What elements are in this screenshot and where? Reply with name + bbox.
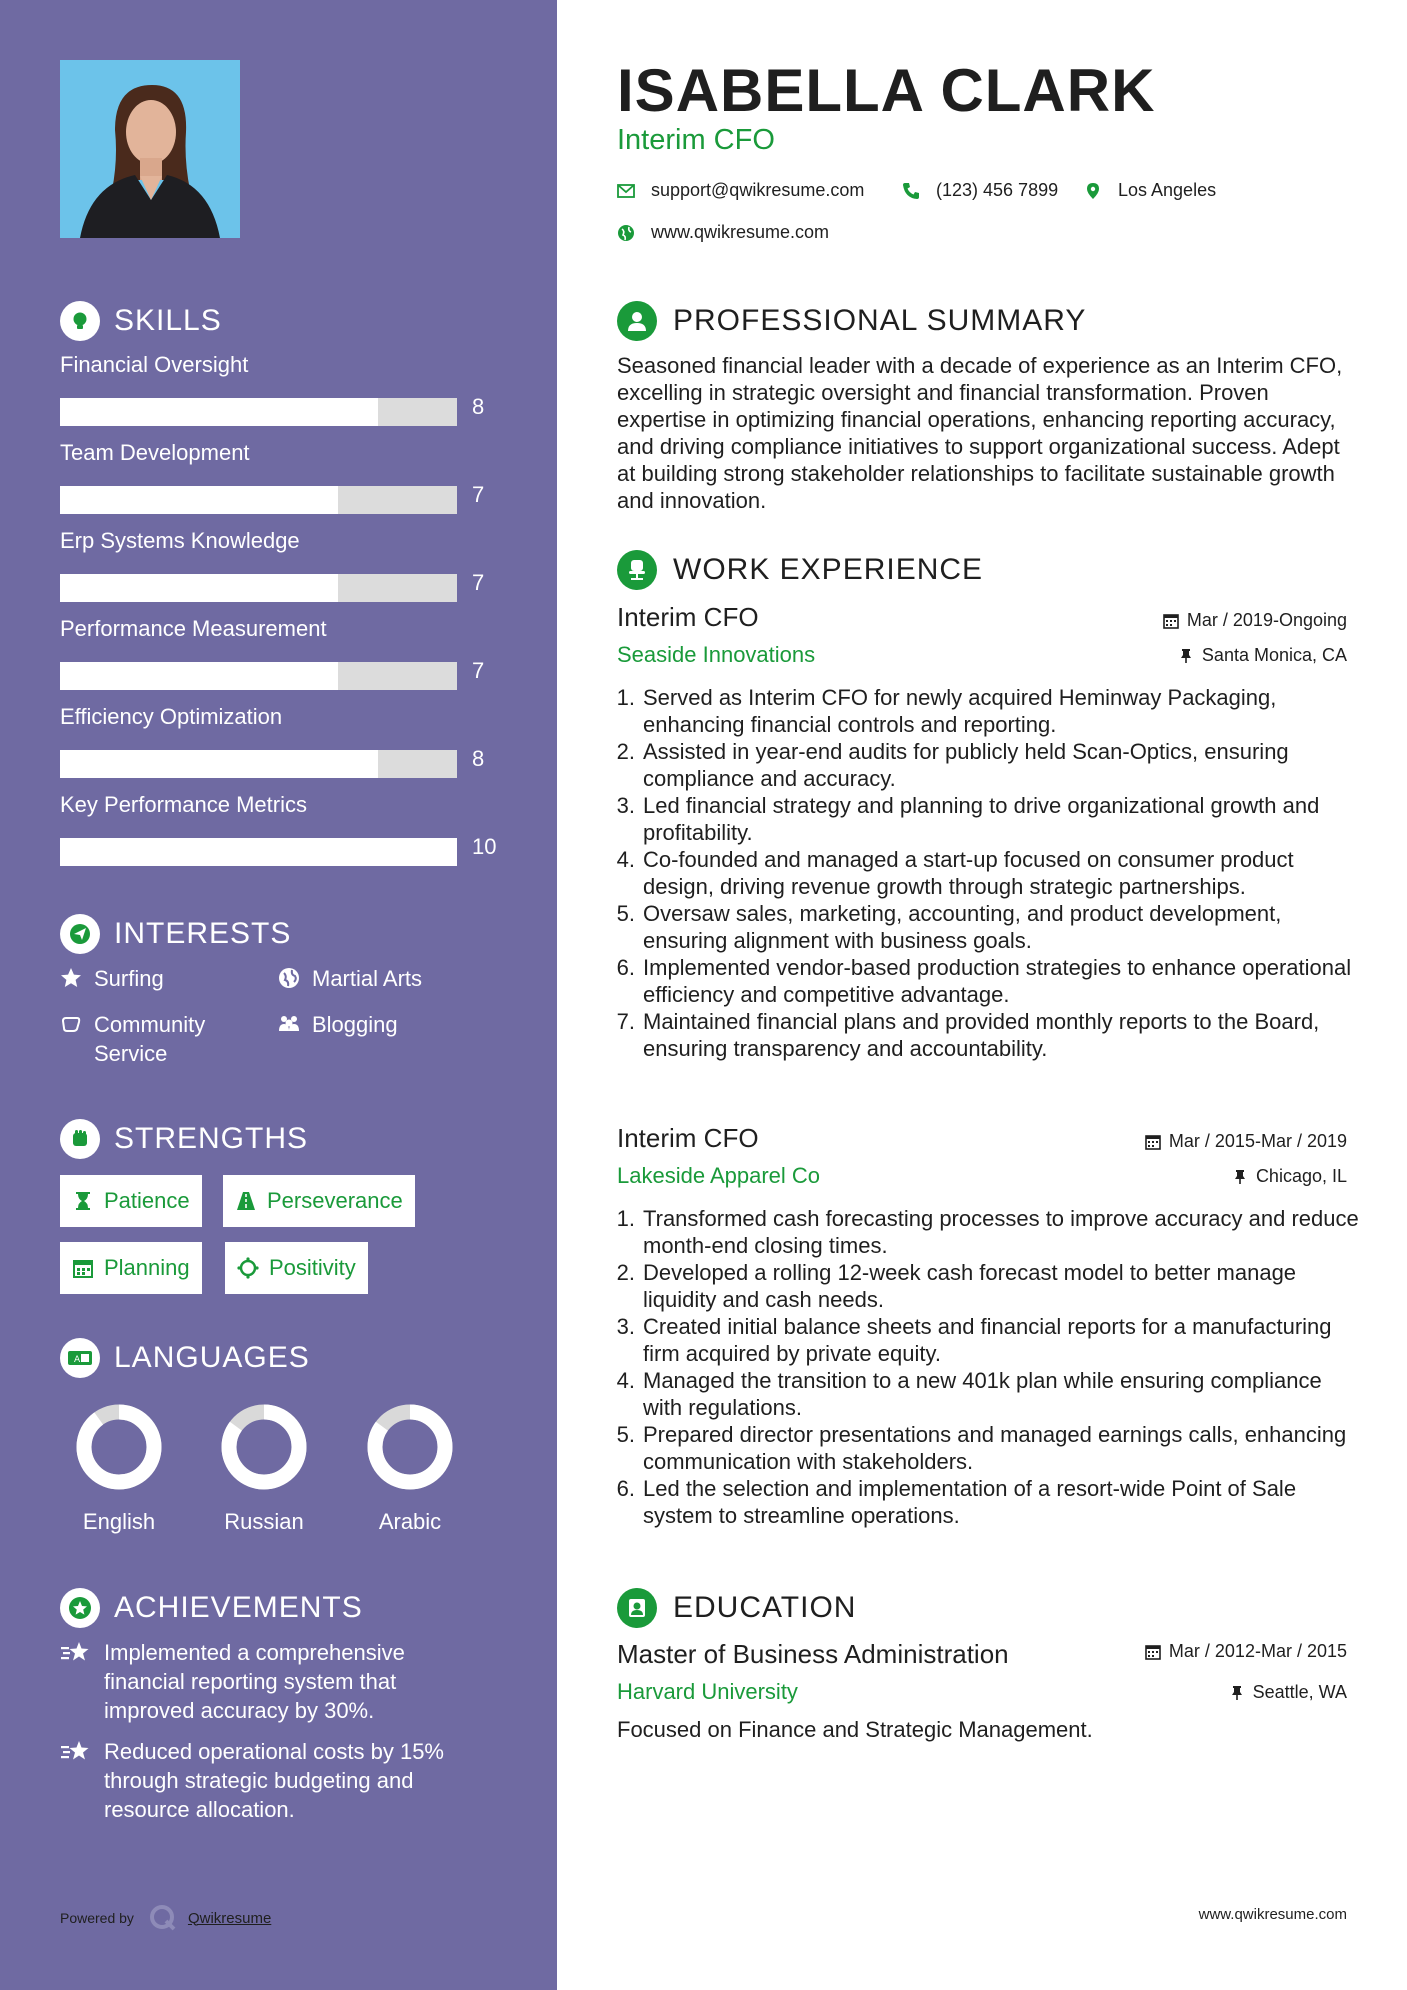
star-icon — [60, 967, 82, 989]
duty-text: Served as Interim CFO for newly acquired Heminway Packaging, enhancing financial controls and reporting. — [643, 685, 1277, 737]
duty-text: Managed the transition to a new 401k plan while ensuring compliance with regulations. — [643, 1368, 1322, 1420]
language-name: Arabic — [378, 1509, 442, 1534]
language-donut — [220, 1403, 308, 1491]
language-icon — [60, 1338, 100, 1378]
pushpin-icon — [1229, 1685, 1245, 1701]
contact-location-text: Los Angeles — [1118, 180, 1217, 200]
language-donut — [366, 1403, 454, 1491]
globe-icon — [278, 967, 300, 989]
strength-label: Perseverance — [267, 1188, 403, 1213]
skill-bar — [60, 486, 457, 514]
skill-bar — [60, 574, 457, 602]
job-dates — [1163, 610, 1347, 631]
duty-text: Prepared director presentations and managed earnings calls, enhancing communication with stakeholders. — [643, 1422, 1347, 1474]
summary-heading — [617, 301, 1086, 341]
job-duties-list — [610, 1205, 1360, 1529]
job-location-text: Chicago, IL — [1255, 1166, 1347, 1186]
language-item — [209, 1403, 319, 1535]
skill-bar — [60, 838, 457, 866]
paper-plane-icon — [60, 914, 100, 954]
globe-icon — [617, 224, 635, 242]
map-pin-icon — [1084, 182, 1102, 200]
svg-text:A: A — [74, 1355, 81, 1365]
summary-heading-label: PROFESSIONAL SUMMARY — [673, 304, 1087, 337]
profile-photo — [60, 60, 240, 238]
skill-item — [60, 790, 500, 859]
interest-item — [60, 964, 164, 993]
skill-bar-fill — [60, 398, 378, 426]
road-icon — [235, 1190, 257, 1212]
list-item: 6. Implemented vendor-based production strategies to enhance operational efficiency and competitive advantage. — [610, 954, 1360, 1008]
list-item: 3. Created initial balance sheets and financial reports for a manufacturing firm acquired by private equity. — [610, 1313, 1360, 1367]
skill-item — [60, 702, 500, 771]
duty-text: Created initial balance sheets and financial reports for a manufacturing firm acquired by private equity. — [643, 1314, 1332, 1366]
interest-item — [278, 1010, 398, 1039]
fist-icon — [60, 1119, 100, 1159]
summary-text: Seasoned financial leader with a decade of experience as an Interim CFO, excelling in strategic oversight and financial transformation. Proven expertise in optimizing financial operations, enhancing reporting accuracy, and driving compliance initiatives to support organizational success. Adept at building strong stakeholder relationships to facilitate sustainable growth and innovation. — [617, 353, 1343, 513]
interest-item — [278, 964, 422, 993]
language-donut — [75, 1403, 163, 1491]
list-item: 1. Served as Interim CFO for newly acquired Heminway Packaging, enhancing financial controls and reporting. — [610, 684, 1360, 738]
interests-heading-label: INTERESTS — [114, 917, 292, 950]
pushpin-icon — [1178, 648, 1194, 664]
contact-email-text: support@qwikresume.com — [651, 180, 865, 200]
skill-name: Team Development — [60, 440, 250, 465]
list-item: 4. Co-founded and managed a start-up focused on consumer product design, driving revenue growth through strategic partnerships. — [610, 846, 1360, 900]
skill-item — [60, 614, 500, 683]
job-title: Interim CFO — [617, 1123, 759, 1153]
experience-heading-label: WORK EXPERIENCE — [673, 553, 984, 586]
duty-text: Implemented vendor-based production strategies to enhance operational efficiency and competitive advantage. — [643, 955, 1352, 1007]
job-dates — [1145, 1131, 1347, 1152]
skill-item — [60, 350, 500, 419]
language-name: English — [82, 1509, 156, 1534]
shooting-star-icon — [60, 1640, 90, 1666]
achievement-item — [60, 1638, 490, 1725]
language-item — [64, 1403, 174, 1535]
job-location — [1232, 1166, 1347, 1187]
skill-level: 7 — [472, 482, 485, 507]
calendar-icon — [1145, 1134, 1161, 1150]
achievements-heading-label: ACHIEVEMENTS — [114, 1591, 363, 1624]
skill-bar — [60, 750, 457, 778]
skill-item — [60, 438, 500, 507]
skill-bar-fill — [60, 486, 338, 514]
job-dates-text: Mar / 2019-Ongoing — [1186, 610, 1347, 630]
list-item: 2. Developed a rolling 12-week cash forecast model to better manage liquidity and cash needs. — [610, 1259, 1360, 1313]
strengths-heading — [60, 1119, 308, 1159]
contact-website[interactable] — [617, 222, 829, 243]
profile-photo-image — [60, 60, 240, 238]
list-item: 6. Led the selection and implementation of a resort-wide Point of Sale system to streamline operations. — [610, 1475, 1360, 1529]
skill-bar — [60, 662, 457, 690]
duty-text: Led financial strategy and planning to drive organizational growth and profitability. — [643, 793, 1320, 845]
interests-heading — [60, 914, 291, 954]
contact-phone[interactable] — [902, 180, 1058, 201]
skill-name: Financial Oversight — [60, 352, 249, 377]
interest-label: Martial Arts — [312, 966, 423, 991]
list-item: 5. Prepared director presentations and managed earnings calls, enhancing communication with stakeholders. — [610, 1421, 1360, 1475]
achievement-item — [60, 1737, 490, 1824]
footer-url[interactable]: www.qwikresume.com — [1198, 1906, 1347, 1923]
education-dates — [1145, 1641, 1347, 1662]
skill-level: 10 — [472, 834, 497, 859]
strength-tag — [60, 1175, 202, 1227]
job-title: Interim CFO — [617, 602, 759, 632]
interest-label: Blogging — [312, 1012, 398, 1037]
interest-label: Community Service — [94, 1012, 206, 1066]
skill-bar-fill — [60, 574, 338, 602]
achievement-text: Reduced operational costs by 15% through strategic budgeting and resource allocation. — [104, 1739, 444, 1822]
candidate-name: ISABELLA CLARK — [617, 57, 1156, 124]
languages-heading — [60, 1338, 310, 1378]
school-name: Harvard University — [617, 1679, 798, 1704]
shooting-star-icon — [60, 1739, 90, 1765]
duty-text: Oversaw sales, marketing, accounting, and product development, ensuring alignment with business goals. — [643, 901, 1282, 953]
skill-level: 7 — [472, 658, 485, 683]
education-description: Focused on Finance and Strategic Management. — [617, 1717, 1093, 1742]
calendar-icon — [1163, 613, 1179, 629]
education-location — [1229, 1682, 1347, 1703]
experience-heading — [617, 550, 983, 590]
hand-icon — [60, 1013, 82, 1035]
candidate-role: Interim CFO — [617, 124, 775, 156]
education-dates-text: Mar / 2012-Mar / 2015 — [1168, 1641, 1347, 1661]
strength-label: Positivity — [269, 1255, 356, 1280]
job-location — [1178, 645, 1347, 666]
achievement-text: Implemented a comprehensive financial reporting system that improved accuracy by 30%. — [104, 1640, 405, 1723]
skill-level: 8 — [472, 746, 485, 771]
skill-bar-fill — [60, 750, 378, 778]
strengths-heading-label: STRENGTHS — [114, 1122, 309, 1155]
powered-by — [60, 1903, 271, 1933]
strength-label: Patience — [104, 1188, 190, 1213]
job-dates-text: Mar / 2015-Mar / 2019 — [1168, 1131, 1347, 1151]
language-name: Russian — [224, 1509, 304, 1534]
users-icon — [278, 1013, 300, 1035]
calendar-icon — [72, 1257, 94, 1279]
hourglass-icon — [72, 1190, 94, 1212]
languages-heading-label: LANGUAGES — [114, 1341, 310, 1374]
user-icon — [617, 301, 657, 341]
degree-title: Master of Business Administration — [617, 1639, 1009, 1669]
skill-item — [60, 526, 500, 595]
skill-name: Key Performance Metrics — [60, 792, 307, 817]
contact-location — [1084, 180, 1216, 201]
contact-email[interactable] — [617, 180, 864, 201]
skills-heading-label: SKILLS — [114, 304, 222, 337]
education-heading-label: EDUCATION — [673, 1591, 857, 1624]
list-item: 1. Transformed cash forecasting processes to improve accuracy and reduce month-end closing times. — [616, 1206, 1359, 1258]
skill-name: Performance Measurement — [60, 616, 327, 641]
skill-bar-fill — [60, 662, 338, 690]
achievements-heading — [60, 1588, 363, 1628]
qwikresume-logo-icon — [148, 1903, 178, 1933]
duty-text: Co-founded and managed a start-up focused on consumer product design, driving revenue growth through strategic partnerships. — [643, 847, 1294, 899]
company-name: Seaside Innovations — [617, 642, 816, 667]
job-duties-list — [610, 684, 1360, 1062]
language-item — [355, 1403, 465, 1535]
sun-icon — [237, 1257, 259, 1279]
interest-label: Surfing — [94, 966, 164, 991]
duty-text: Assisted in year-end audits for publicly held Scan-Optics, ensuring compliance and accuracy. — [643, 739, 1289, 791]
duty-text: Maintained financial plans and provided monthly reports to the Board, ensuring transparency and accountability. — [643, 1009, 1320, 1061]
skill-level: 7 — [472, 570, 485, 595]
qwikresume-link[interactable]: Qwikresume — [187, 1909, 272, 1927]
sidebar — [0, 0, 557, 1990]
envelope-icon — [617, 182, 635, 200]
job-location-text: Santa Monica, CA — [1201, 645, 1347, 665]
office-chair-icon — [617, 550, 657, 590]
award-star-icon — [60, 1588, 100, 1628]
list-item: 5. Oversaw sales, marketing, accounting, and product development, ensuring alignment with business goals. — [610, 900, 1360, 954]
duty-text: Led the selection and implementation of a resort-wide Point of Sale system to streamline operations. — [643, 1476, 1297, 1528]
skill-bar — [60, 398, 457, 426]
powered-by-label: Powered by — [60, 1910, 134, 1926]
company-name: Lakeside Apparel Co — [617, 1163, 821, 1188]
skills-heading — [60, 301, 222, 341]
calendar-icon — [1145, 1644, 1161, 1660]
list-item: 4. Managed the transition to a new 401k plan while ensuring compliance with regulations. — [610, 1367, 1360, 1421]
skill-bar-fill — [60, 838, 457, 866]
pushpin-icon — [1232, 1169, 1248, 1185]
skill-name: Efficiency Optimization — [60, 704, 283, 729]
education-heading — [617, 1588, 856, 1628]
strength-tag — [225, 1242, 368, 1294]
phone-icon — [902, 182, 920, 200]
duty-text: Transformed cash forecasting processes to improve accuracy and reduce month-end closing times. — [643, 1206, 1359, 1258]
duty-text: Developed a rolling 12-week cash forecast model to better manage liquidity and cash needs. — [643, 1260, 1297, 1312]
contact-phone-text: (123) 456 7899 — [936, 180, 1059, 200]
strength-label: Planning — [104, 1255, 190, 1280]
strength-tag — [223, 1175, 415, 1227]
graduate-icon — [617, 1588, 657, 1628]
list-item: 7. Maintained financial plans and provided monthly reports to the Board, ensuring transparency and accountability. — [610, 1008, 1360, 1062]
list-item: 2. Assisted in year-end audits for publicly held Scan-Optics, ensuring compliance and accuracy. — [610, 738, 1360, 792]
education-location-text: Seattle, WA — [1252, 1682, 1347, 1702]
list-item: 3. Led financial strategy and planning to drive organizational growth and profitability. — [610, 792, 1360, 846]
lightbulb-icon — [60, 301, 100, 341]
interest-item — [60, 1010, 240, 1068]
skill-level: 8 — [472, 394, 485, 419]
skill-name: Erp Systems Knowledge — [60, 528, 300, 553]
strength-tag — [60, 1242, 202, 1294]
contact-website-text: www.qwikresume.com — [651, 222, 830, 242]
